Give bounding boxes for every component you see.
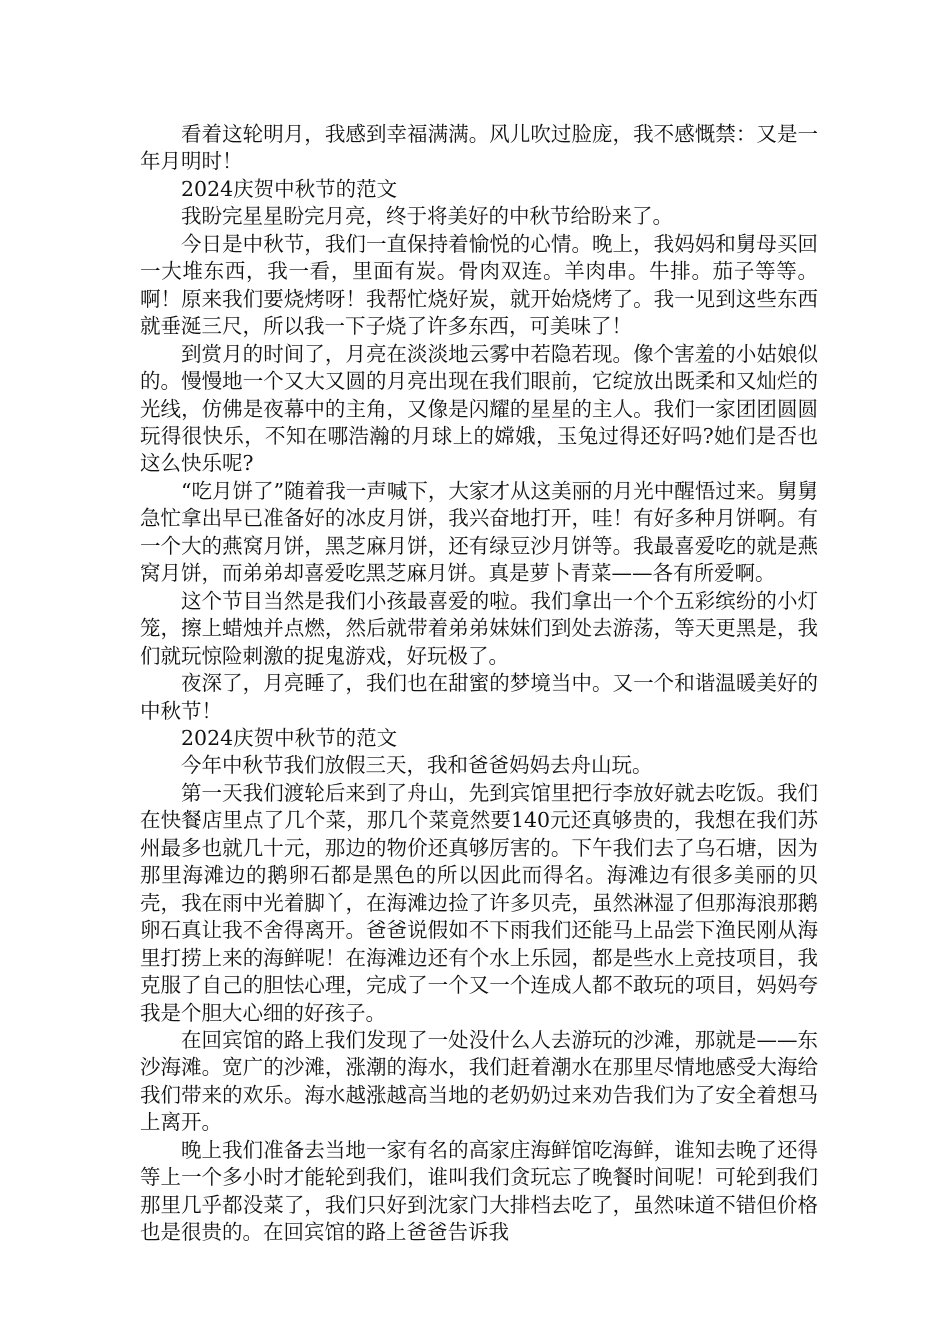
paragraph: 今年中秋节我们放假三天，我和爸爸妈妈去舟山玩。 xyxy=(181,753,653,778)
paragraph: 到赏月的时间了，月亮在淡淡地云雾中若隐若现。像个害羞的小姑娘似的。慢慢地一个又大又圆的月亮出现在我们眼前，它绽放出既柔和又灿烂的光线，仿佛是夜幕中的主角，又像是闪耀的星星的主人。我们一家团团圆圆玩得很快乐，不知在哪浩瀚的月球上的嫦娥，玉兔过得还好吗?她们是否也这么快乐呢? xyxy=(140,341,818,476)
paragraph: 夜深了，月亮睡了，我们也在甜蜜的梦境当中。又一个和谐温暖美好的中秋节！ xyxy=(140,671,818,723)
paragraph: 今日是中秋节，我们一直保持着愉悦的心情。晚上，我妈妈和舅母买回一大堆东西，我一看，里面有炭。骨肉双连。羊肉串。牛排。茄子等等。啊！原来我们要烧烤呀！我帮忙烧好炭，就开始烧烤了。我一见到这些东西就垂涎三尺，所以我一下子烧了许多东西，可美味了！ xyxy=(140,231,818,339)
paragraph: 这个节目当然是我们小孩最喜爱的啦。我们拿出一个个五彩缤纷的小灯笼，擦上蜡烛并点燃，然后就带着弟弟妹妹们到处去游荡，等天更黑是，我们就玩惊险刺激的捉鬼游戏，好玩极了。 xyxy=(140,588,818,668)
paragraph: 我盼完星星盼完月亮，终于将美好的中秋节给盼来了。 xyxy=(181,204,673,229)
paragraph: “吃月饼了”随着我一声喊下，大家才从这美丽的月光中醒悟过来。舅舅急忙拿出早已准备好的冰皮月饼，我兴奋地打开，哇！有好多种月饼啊。有一个大的燕窝月饼，黑芝麻月饼，还有绿豆沙月饼等。我最喜爱吃的就是燕窝月饼，而弟弟却喜爱吃黑芝麻月饼。真是萝卜青菜——各有所爱啊。 xyxy=(140,478,818,586)
paragraph: 看着这轮明月，我感到幸福满满。风儿吹过脸庞，我不感慨禁：又是一年月明时！ xyxy=(140,122,818,174)
section-heading: 2024庆贺中秋节的范文 xyxy=(181,176,398,201)
section-heading: 2024庆贺中秋节的范文 xyxy=(181,725,398,750)
document-body xyxy=(140,121,818,1247)
paragraph: 在回宾馆的路上我们发现了一处没什么人去游玩的沙滩，那就是——东沙海滩。宽广的沙滩，涨潮的海水，我们赶着潮水在那里尽情地感受大海给我们带来的欢乐。海水越涨越高当地的老奶奶过来劝告我们为了安全着想马上离开。 xyxy=(140,1027,818,1135)
paragraph: 第一天我们渡轮后来到了舟山，先到宾馆里把行李放好就去吃饭。我们在快餐店里点了几个菜，那几个菜竟然要140元还真够贵的，我想在我们苏州最多也就几十元，那边的物价还真够厉害的。下午我们去了乌石塘，因为那里海滩边的鹅卵石都是黑色的所以因此而得名。海滩边有很多美丽的贝壳，我在雨中光着脚丫，在海滩边捡了许多贝壳，虽然淋湿了但那海浪那鹅卵石真让我不舍得离开。爸爸说假如不下雨我们还能马上品尝下渔民刚从海里打捞上来的海鲜呢！在海滩边还有个水上乐园，都是些水上竞技项目，我克服了自己的胆怯心理，完成了一个又一个连成人都不敢玩的项目，妈妈夸我是个胆大心细的好孩子。 xyxy=(140,780,818,1025)
paragraph: 晚上我们准备去当地一家有名的高家庄海鲜馆吃海鲜，谁知去晚了还得等上一个多小时才能轮到我们，谁叫我们贪玩忘了晚餐时间呢！可轮到我们那里几乎都没菜了，我们只好到沈家门大排档去吃了，虽然味道不错但价格也是很贵的。在回宾馆的路上爸爸告诉我 xyxy=(140,1137,818,1245)
